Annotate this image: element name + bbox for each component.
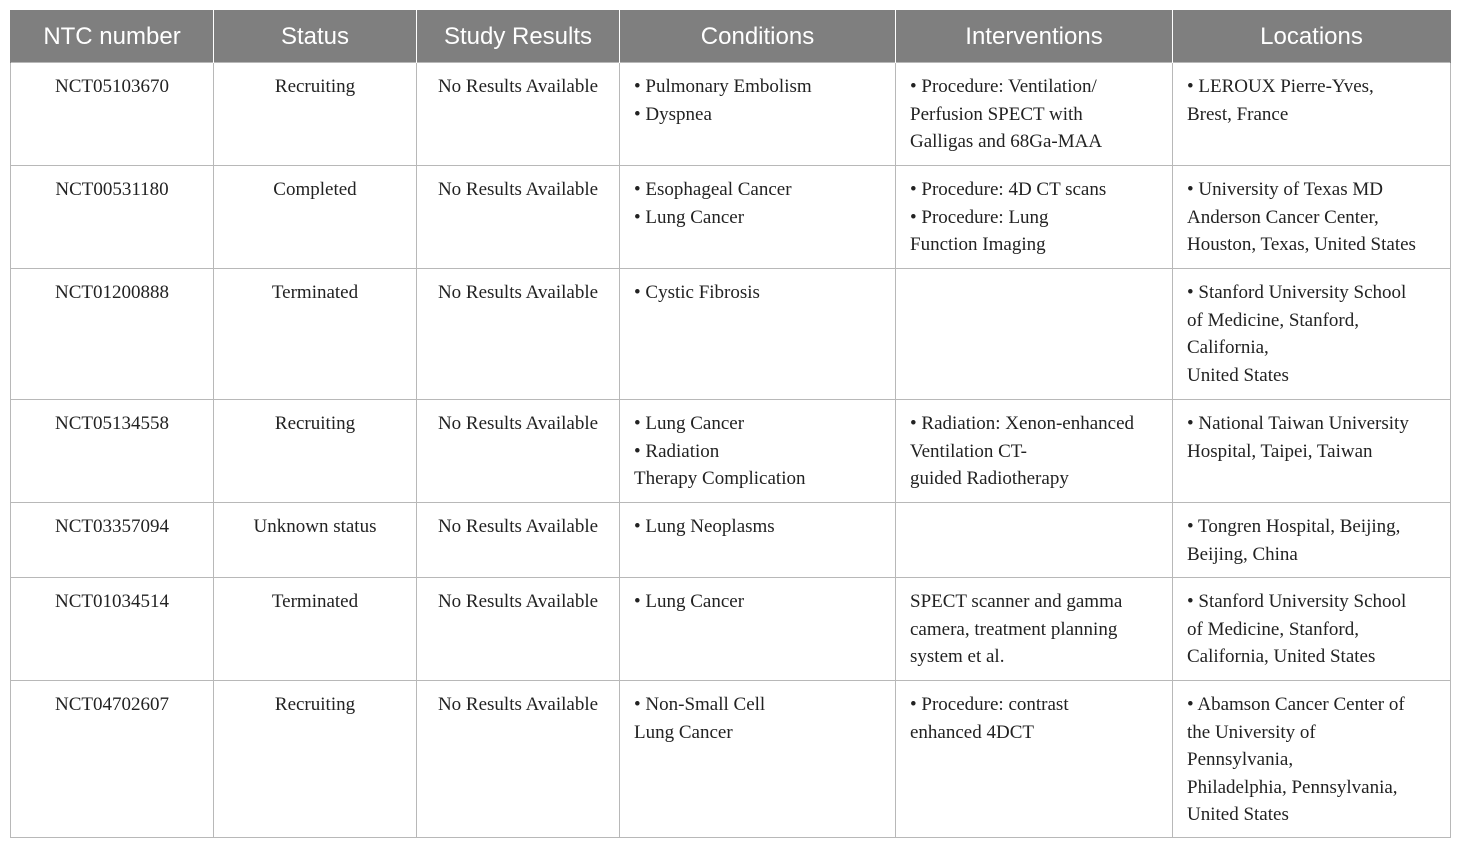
- conditions-line: Lung Cancer: [634, 721, 733, 743]
- locations-cell: [1173, 578, 1451, 681]
- locations-cell: [1173, 63, 1451, 166]
- table-header: [11, 11, 1451, 63]
- locations-line: Anderson Cancer Center,: [1187, 206, 1379, 228]
- interventions-cell: [896, 503, 1173, 578]
- interventions-line: • Procedure: 4D CT scans: [910, 179, 1107, 200]
- locations-line: • University of Texas MD: [1187, 179, 1384, 200]
- locations-line: of Medicine, Stanford,: [1187, 309, 1360, 331]
- locations-cell: [1173, 400, 1451, 503]
- header-study-results: Study Results: [417, 11, 620, 63]
- conditions-line: • Radiation: [634, 440, 720, 462]
- table-row: [11, 166, 1451, 269]
- interventions-line: Perfusion SPECT with: [910, 103, 1083, 125]
- conditions-line: • Lung Cancer: [634, 413, 745, 434]
- interventions-line: enhanced 4DCT: [910, 721, 1034, 743]
- study-results-cell: No Results Available: [417, 63, 620, 166]
- locations-cell: [1173, 503, 1451, 578]
- locations-line: • LEROUX Pierre-Yves,: [1187, 76, 1374, 97]
- status-cell: Recruiting: [214, 681, 417, 838]
- locations-line: Beijing, China: [1187, 543, 1298, 565]
- locations-line: Houston, Texas, United States: [1187, 234, 1416, 255]
- interventions-cell: [896, 400, 1173, 503]
- study-results-cell: No Results Available: [417, 503, 620, 578]
- locations-line: United States: [1187, 804, 1289, 825]
- table-row: [11, 503, 1451, 578]
- locations-line: • Abamson Cancer Center of: [1187, 694, 1405, 715]
- interventions-line: • Procedure: Lung: [910, 206, 1049, 228]
- table-row: [11, 269, 1451, 400]
- header-ntc-number: NTC number: [11, 11, 214, 63]
- conditions-line: • Esophageal Cancer: [634, 179, 792, 200]
- header-status: Status: [214, 11, 417, 63]
- conditions-cell: [620, 400, 896, 503]
- locations-line: the University of: [1187, 721, 1316, 743]
- interventions-cell: [896, 578, 1173, 681]
- interventions-line: • Procedure: Ventilation/: [910, 76, 1097, 97]
- status-cell: Terminated: [214, 578, 417, 681]
- header-row: [11, 11, 1451, 63]
- interventions-line: SPECT scanner and gamma: [910, 591, 1123, 612]
- locations-line: United States: [1187, 364, 1289, 386]
- study-results-cell: No Results Available: [417, 166, 620, 269]
- locations-line: Philadelphia, Pennsylvania,: [1187, 776, 1398, 798]
- ntc-number-cell: NCT03357094: [11, 503, 214, 578]
- status-cell: Terminated: [214, 269, 417, 400]
- status-cell: Completed: [214, 166, 417, 269]
- ntc-number-cell: NCT01200888: [11, 269, 214, 400]
- status-cell: Recruiting: [214, 400, 417, 503]
- table-row: [11, 63, 1451, 166]
- interventions-line: • Radiation: Xenon-enhanced: [910, 413, 1135, 434]
- locations-line: Brest, France: [1187, 103, 1289, 125]
- ntc-number-cell: NCT05103670: [11, 63, 214, 166]
- clinical-trials-table: [10, 10, 1451, 838]
- locations-line: • Stanford University School: [1187, 282, 1407, 303]
- interventions-cell: [896, 269, 1173, 400]
- table-row: [11, 681, 1451, 838]
- locations-line: • National Taiwan University: [1187, 413, 1409, 434]
- locations-line: California, United States: [1187, 646, 1376, 667]
- locations-cell: [1173, 269, 1451, 400]
- interventions-cell: [896, 166, 1173, 269]
- table-body: [11, 63, 1451, 838]
- conditions-cell: [620, 63, 896, 166]
- header-interventions: Interventions: [896, 11, 1173, 63]
- status-cell: Unknown status: [214, 503, 417, 578]
- conditions-cell: [620, 503, 896, 578]
- interventions-cell: [896, 63, 1173, 166]
- locations-line: of Medicine, Stanford,: [1187, 618, 1360, 640]
- conditions-cell: [620, 269, 896, 400]
- conditions-line: • Lung Neoplasms: [634, 516, 775, 537]
- interventions-line: camera, treatment planning: [910, 618, 1118, 640]
- ntc-number-cell: NCT04702607: [11, 681, 214, 838]
- study-results-cell: No Results Available: [417, 400, 620, 503]
- study-results-cell: No Results Available: [417, 681, 620, 838]
- interventions-line: Function Imaging: [910, 234, 1046, 255]
- study-results-cell: No Results Available: [417, 578, 620, 681]
- conditions-line: • Dyspnea: [634, 103, 712, 125]
- ntc-number-cell: NCT00531180: [11, 166, 214, 269]
- interventions-line: guided Radiotherapy: [910, 468, 1069, 489]
- locations-line: • Stanford University School: [1187, 591, 1407, 612]
- interventions-line: system et al.: [910, 646, 1005, 667]
- locations-line: Pennsylvania,: [1187, 749, 1294, 770]
- locations-line: California,: [1187, 337, 1269, 358]
- ntc-number-cell: NCT01034514: [11, 578, 214, 681]
- locations-cell: [1173, 681, 1451, 838]
- interventions-line: Galligas and 68Ga-MAA: [910, 131, 1103, 152]
- conditions-cell: [620, 166, 896, 269]
- conditions-line: • Lung Cancer: [634, 206, 745, 228]
- interventions-line: • Procedure: contrast: [910, 694, 1069, 715]
- conditions-cell: [620, 681, 896, 838]
- conditions-line: • Pulmonary Embolism: [634, 76, 812, 97]
- locations-line: Hospital, Taipei, Taiwan: [1187, 440, 1373, 462]
- study-results-cell: No Results Available: [417, 269, 620, 400]
- conditions-line: • Non-Small Cell: [634, 694, 766, 715]
- locations-line: • Tongren Hospital, Beijing,: [1187, 516, 1401, 537]
- conditions-line: Therapy Complication: [634, 468, 806, 489]
- ntc-number-cell: NCT05134558: [11, 400, 214, 503]
- header-locations: Locations: [1173, 11, 1451, 63]
- conditions-line: • Cystic Fibrosis: [634, 282, 760, 303]
- table-row: [11, 578, 1451, 681]
- table-row: [11, 400, 1451, 503]
- conditions-cell: [620, 578, 896, 681]
- header-conditions: Conditions: [620, 11, 896, 63]
- interventions-line: Ventilation CT-: [910, 440, 1027, 462]
- interventions-cell: [896, 681, 1173, 838]
- conditions-line: • Lung Cancer: [634, 591, 745, 612]
- status-cell: Recruiting: [214, 63, 417, 166]
- locations-cell: [1173, 166, 1451, 269]
